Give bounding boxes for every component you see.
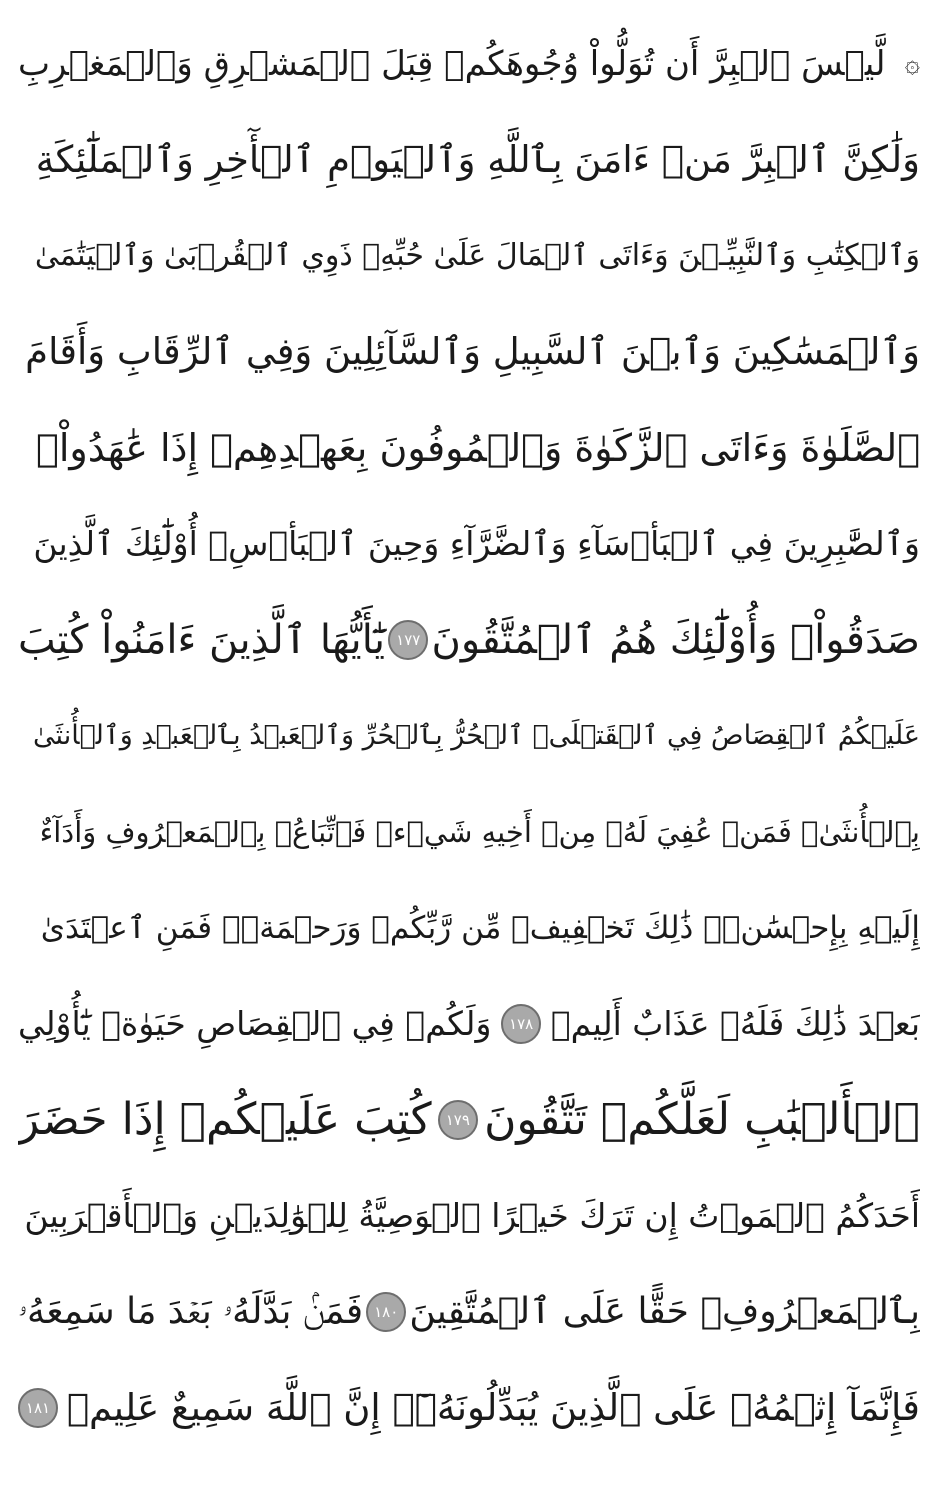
ayah-number-marker: ١٨٠ bbox=[366, 1292, 406, 1332]
line-text: بَعۡدَ ذَٰلِكَ فَلَهُۥ عَذَابٌ أَلِيمٞ bbox=[550, 1004, 920, 1043]
ayah-number-marker: ١٧٩ bbox=[438, 1100, 478, 1140]
line-text: ٱلصَّلَوٰةَ وَءَاتَى ٱلزَّكَوٰةَ وَٱلۡمُوفُونَ بِعَهۡدِهِمۡ إِذَا عَٰهَدُواْۖ bbox=[36, 426, 920, 470]
text-line-6 bbox=[18, 500, 920, 588]
line-text: أَحَدَكُمُ ٱلۡمَوۡتُ إِن تَرَكَ خَيۡرًا ٱلۡوَصِيَّةُ لِلۡوَٰلِدَيۡنِ وَٱلۡأَقۡرَبِينَ bbox=[24, 1196, 920, 1235]
line-text: ٱلۡأَلۡبَٰبِ لَعَلَّكُمۡ تَتَّقُونَ bbox=[484, 1094, 920, 1145]
ayah-number-marker: ١٧٧ bbox=[388, 620, 428, 660]
text-line-7 bbox=[18, 596, 920, 684]
text-line-12 bbox=[18, 1076, 920, 1164]
line-text: عَلَيۡكُمُ ٱلۡقِصَاصُ فِي ٱلۡقَتۡلَىۖ ٱلۡحُرُّ بِٱلۡحُرِّ وَٱلۡعَبۡدُ بِٱلۡعَبۡدِ وَٱلۡأُنثَىٰ bbox=[33, 720, 920, 751]
text-line-15 bbox=[18, 1364, 920, 1452]
line-text: يَٰٓأَيُّهَا ٱلَّذِينَ ءَامَنُواْ كُتِبَ bbox=[18, 617, 386, 663]
line-text: وَلَٰكِنَّ ٱلۡبِرَّ مَنۡ ءَامَنَ بِٱللَّهِ وَٱلۡيَوۡمِ ٱلۡأٓخِرِ وَٱلۡمَلَٰٓئِكَةِ bbox=[35, 138, 920, 181]
text-line-11 bbox=[18, 980, 920, 1068]
ayah-number-marker: ١٧٨ bbox=[501, 1004, 541, 1044]
text-line-8 bbox=[18, 692, 920, 780]
text-line-10 bbox=[18, 884, 920, 972]
line-text: وَلَكُمۡ فِي ٱلۡقِصَاصِ حَيَوٰةٞ يَٰٓأُوْلِي bbox=[18, 1004, 492, 1043]
text-line-13 bbox=[18, 1172, 920, 1260]
line-text: لَّيۡسَ ٱلۡبِرَّ أَن تُوَلُّواْ وُجُوهَكُمۡ قِبَلَ ٱلۡمَشۡرِقِ وَٱلۡمَغۡرِبِ bbox=[18, 44, 886, 84]
line-text: فَمَنۢ بَدَّلَهُۥ بَعۡدَ مَا سَمِعَهُۥ bbox=[18, 1291, 364, 1332]
text-line-3 bbox=[18, 212, 920, 300]
line-text: وَٱلصَّٰبِرِينَ فِي ٱلۡبَأۡسَآءِ وَٱلضَّرَّآءِ وَحِينَ ٱلۡبَأۡسِۗ أُوْلَٰٓئِكَ ٱلَّذِينَ bbox=[33, 524, 920, 563]
line-text: إِلَيۡهِ بِإِحۡسَٰنٖۗ ذَٰلِكَ تَخۡفِيفٞ مِّن رَّبِّكُمۡ وَرَحۡمَةٞۗ فَمَنِ ٱعۡتَدَىٰ bbox=[40, 910, 920, 946]
line-text: وَٱلۡكِتَٰبِ وَٱلنَّبِيِّـۧنَ وَءَاتَى ٱلۡمَالَ عَلَىٰ حُبِّهِۦ ذَوِي ٱلۡقُرۡبَىٰ وَٱلۡيَتَٰمَىٰ bbox=[34, 238, 920, 273]
text-line-4 bbox=[18, 308, 920, 396]
text-line-14 bbox=[18, 1268, 920, 1356]
line-text: صَدَقُواْۖ وَأُوْلَٰٓئِكَ هُمُ ٱلۡمُتَّقُونَ bbox=[431, 617, 920, 663]
line-text: كُتِبَ عَلَيۡكُمۡ إِذَا حَضَرَ bbox=[18, 1094, 432, 1145]
line-text: فَإِنَّمَآ إِثۡمُهُۥ عَلَى ٱلَّذِينَ يُبَدِّلُونَهُۥٓۚ إِنَّ ٱللَّهَ سَمِيعٌ عَلِيمٞ bbox=[66, 1386, 920, 1429]
text-line-2 bbox=[18, 116, 920, 204]
text-line-9 bbox=[18, 788, 920, 876]
text-line-5 bbox=[18, 404, 920, 492]
rub-el-hizb-icon: ۞ bbox=[904, 49, 920, 79]
line-text: بِٱلۡمَعۡرُوفِۖ حَقًّا عَلَى ٱلۡمُتَّقِينَ bbox=[409, 1291, 920, 1332]
ayah-number-marker: ١٨١ bbox=[18, 1388, 58, 1428]
text-line-1 bbox=[18, 20, 920, 108]
line-text: بِٱلۡأُنثَىٰۚ فَمَنۡ عُفِيَ لَهُۥ مِنۡ أَخِيهِ شَيۡءٞ فَٱتِّبَاعُۢ بِٱلۡمَعۡرُوفِ وَأَدَآءٌ bbox=[39, 815, 920, 849]
line-text: وَٱلۡمَسَٰكِينَ وَٱبۡنَ ٱلسَّبِيلِ وَٱلسَّآئِلِينَ وَفِي ٱلرِّقَابِ وَأَقَامَ bbox=[25, 330, 920, 373]
